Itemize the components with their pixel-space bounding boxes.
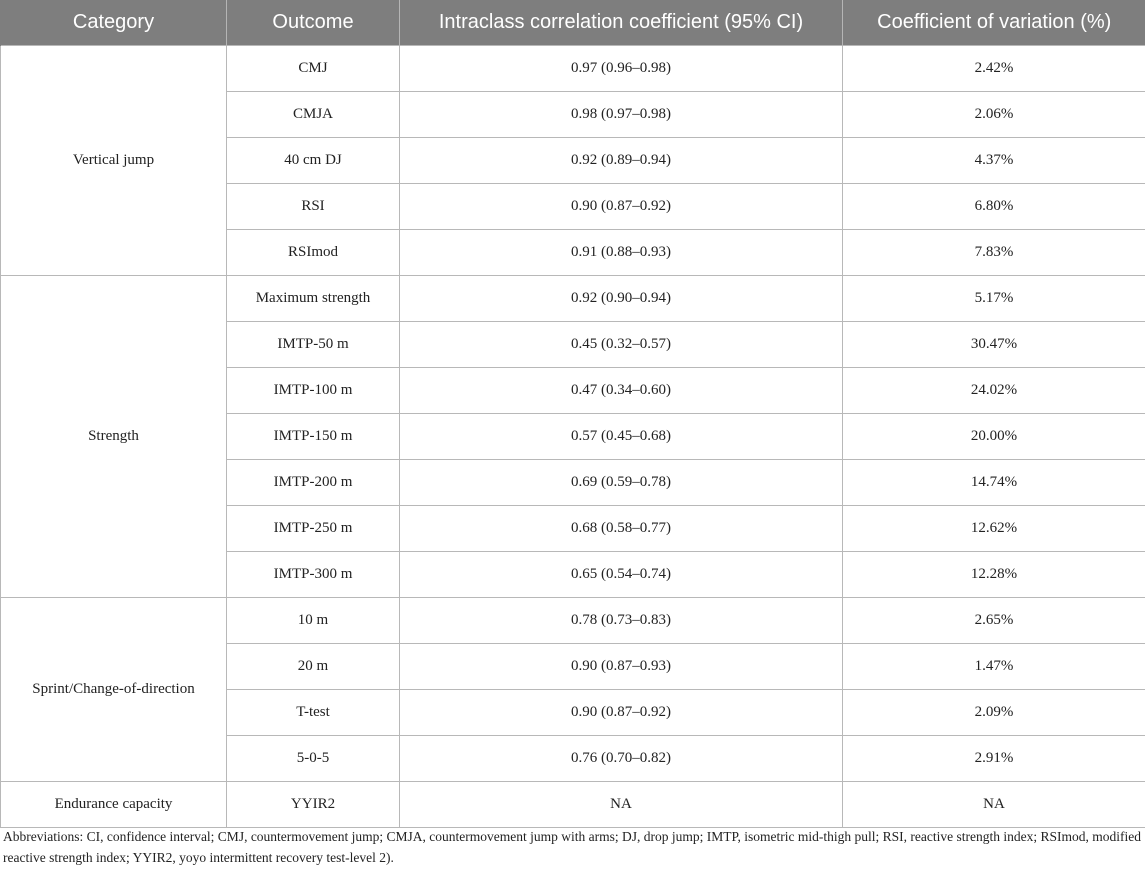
table-row <box>1 782 1145 828</box>
icc-cell: 0.45 (0.32–0.57) <box>400 322 843 368</box>
cv-cell: 4.37% <box>843 138 1145 184</box>
outcome-cell: RSI <box>227 184 400 230</box>
cv-cell: 1.47% <box>843 644 1145 690</box>
icc-cell: 0.68 (0.58–0.77) <box>400 506 843 552</box>
table-row <box>1 46 1145 92</box>
icc-cell: 0.69 (0.59–0.78) <box>400 460 843 506</box>
category-cell: Vertical jump <box>1 46 227 276</box>
cv-cell: 30.47% <box>843 322 1145 368</box>
cv-cell: 12.62% <box>843 506 1145 552</box>
outcome-cell: CMJA <box>227 92 400 138</box>
outcome-cell: 10 m <box>227 598 400 644</box>
cv-cell: 2.91% <box>843 736 1145 782</box>
abbreviations-footnote: Abbreviations: CI, confidence interval; CMJ, countermovement jump; CMJA, countermovement jump with arms; DJ, drop jump; IMTP, isometric mid-thigh pull; RSI, reactive strength index; RSImod, modified reactive strength index; YYIR2, yoyo intermittent recovery test-level 2). <box>3 829 1141 865</box>
cv-cell: 2.42% <box>843 46 1145 92</box>
cv-cell: 2.06% <box>843 92 1145 138</box>
icc-cell: 0.76 (0.70–0.82) <box>400 736 843 782</box>
icc-cell: 0.65 (0.54–0.74) <box>400 552 843 598</box>
icc-cell: 0.78 (0.73–0.83) <box>400 598 843 644</box>
outcome-cell: CMJ <box>227 46 400 92</box>
outcome-cell: Maximum strength <box>227 276 400 322</box>
icc-cell: NA <box>400 782 843 828</box>
category-cell: Sprint/Change-of-direction <box>1 598 227 782</box>
icc-cell: 0.92 (0.89–0.94) <box>400 138 843 184</box>
header-row <box>1 0 1145 46</box>
cv-cell: 14.74% <box>843 460 1145 506</box>
table-body <box>1 46 1145 828</box>
icc-cell: 0.47 (0.34–0.60) <box>400 368 843 414</box>
icc-cell: 0.90 (0.87–0.93) <box>400 644 843 690</box>
outcome-cell: IMTP-50 m <box>227 322 400 368</box>
icc-cell: 0.90 (0.87–0.92) <box>400 184 843 230</box>
outcome-cell: T-test <box>227 690 400 736</box>
outcome-cell: RSImod <box>227 230 400 276</box>
cv-cell: 6.80% <box>843 184 1145 230</box>
outcome-cell: IMTP-100 m <box>227 368 400 414</box>
outcome-cell: IMTP-150 m <box>227 414 400 460</box>
table-row <box>1 276 1145 322</box>
cv-cell: 12.28% <box>843 552 1145 598</box>
table-header <box>1 0 1145 46</box>
outcome-cell: 40 cm DJ <box>227 138 400 184</box>
category-cell: Strength <box>1 276 227 598</box>
outcome-cell: 20 m <box>227 644 400 690</box>
outcome-cell: 5-0-5 <box>227 736 400 782</box>
icc-cell: 0.57 (0.45–0.68) <box>400 414 843 460</box>
cv-cell: 20.00% <box>843 414 1145 460</box>
header-category: Category <box>1 0 227 46</box>
outcome-cell: YYIR2 <box>227 782 400 828</box>
icc-cell: 0.97 (0.96–0.98) <box>400 46 843 92</box>
icc-cell: 0.90 (0.87–0.92) <box>400 690 843 736</box>
outcome-cell: IMTP-200 m <box>227 460 400 506</box>
cv-cell: 2.65% <box>843 598 1145 644</box>
cv-cell: 5.17% <box>843 276 1145 322</box>
cv-cell: 7.83% <box>843 230 1145 276</box>
icc-cell: 0.92 (0.90–0.94) <box>400 276 843 322</box>
outcome-cell: IMTP-250 m <box>227 506 400 552</box>
header-icc: Intraclass correlation coefficient (95% CI) <box>400 0 843 46</box>
cv-cell: NA <box>843 782 1145 828</box>
icc-cell: 0.91 (0.88–0.93) <box>400 230 843 276</box>
header-cv: Coefficient of variation (%) <box>843 0 1145 46</box>
header-outcome: Outcome <box>227 0 400 46</box>
table-row <box>1 598 1145 644</box>
icc-cell: 0.98 (0.97–0.98) <box>400 92 843 138</box>
cv-cell: 24.02% <box>843 368 1145 414</box>
outcome-cell: IMTP-300 m <box>227 552 400 598</box>
cv-cell: 2.09% <box>843 690 1145 736</box>
category-cell: Endurance capacity <box>1 782 227 828</box>
